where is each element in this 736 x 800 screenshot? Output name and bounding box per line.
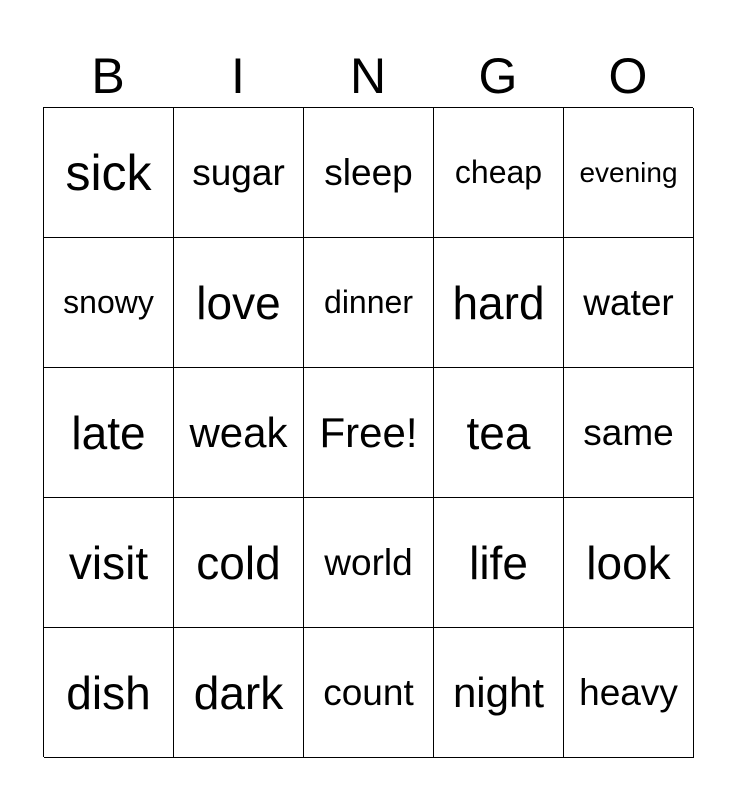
bingo-cell-r1-c1[interactable]: sick — [44, 108, 174, 238]
bingo-cell-r4-c4[interactable]: life — [434, 498, 564, 628]
bingo-cell-r5-c2[interactable]: dark — [174, 628, 304, 758]
bingo-cell-r3-c3-free[interactable]: Free! — [304, 368, 434, 498]
bingo-cell-r3-c1[interactable]: late — [44, 368, 174, 498]
header-letter-b: B — [91, 48, 125, 104]
bingo-cell-r4-c1[interactable]: visit — [44, 498, 174, 628]
bingo-cell-r2-c2[interactable]: love — [174, 238, 304, 368]
bingo-header — [43, 48, 693, 104]
bingo-cell-r2-c4[interactable]: hard — [434, 238, 564, 368]
bingo-cell-r2-c1[interactable]: snowy — [44, 238, 174, 368]
bingo-cell-r2-c3[interactable]: dinner — [304, 238, 434, 368]
bingo-cell-r4-c3[interactable]: world — [304, 498, 434, 628]
header-letter-n: N — [349, 48, 387, 104]
header-letter-i: I — [231, 48, 245, 104]
bingo-cell-r1-c5[interactable]: evening — [564, 108, 694, 238]
bingo-cell-r3-c5[interactable]: same — [564, 368, 694, 498]
bingo-cell-r5-c3[interactable]: count — [304, 628, 434, 758]
header-letter-g: G — [478, 48, 518, 104]
bingo-cell-r2-c5[interactable]: water — [564, 238, 694, 368]
bingo-cell-r4-c5[interactable]: look — [564, 498, 694, 628]
header-letter-o: O — [608, 48, 648, 104]
bingo-cell-r4-c2[interactable]: cold — [174, 498, 304, 628]
bingo-cell-r1-c2[interactable]: sugar — [174, 108, 304, 238]
bingo-cell-r1-c4[interactable]: cheap — [434, 108, 564, 238]
bingo-cell-r5-c5[interactable]: heavy — [564, 628, 694, 758]
bingo-cell-r1-c3[interactable]: sleep — [304, 108, 434, 238]
bingo-cell-r5-c1[interactable]: dish — [44, 628, 174, 758]
bingo-board — [43, 107, 693, 757]
bingo-cell-r5-c4[interactable]: night — [434, 628, 564, 758]
bingo-cell-r3-c4[interactable]: tea — [434, 368, 564, 498]
bingo-cell-r3-c2[interactable]: weak — [174, 368, 304, 498]
